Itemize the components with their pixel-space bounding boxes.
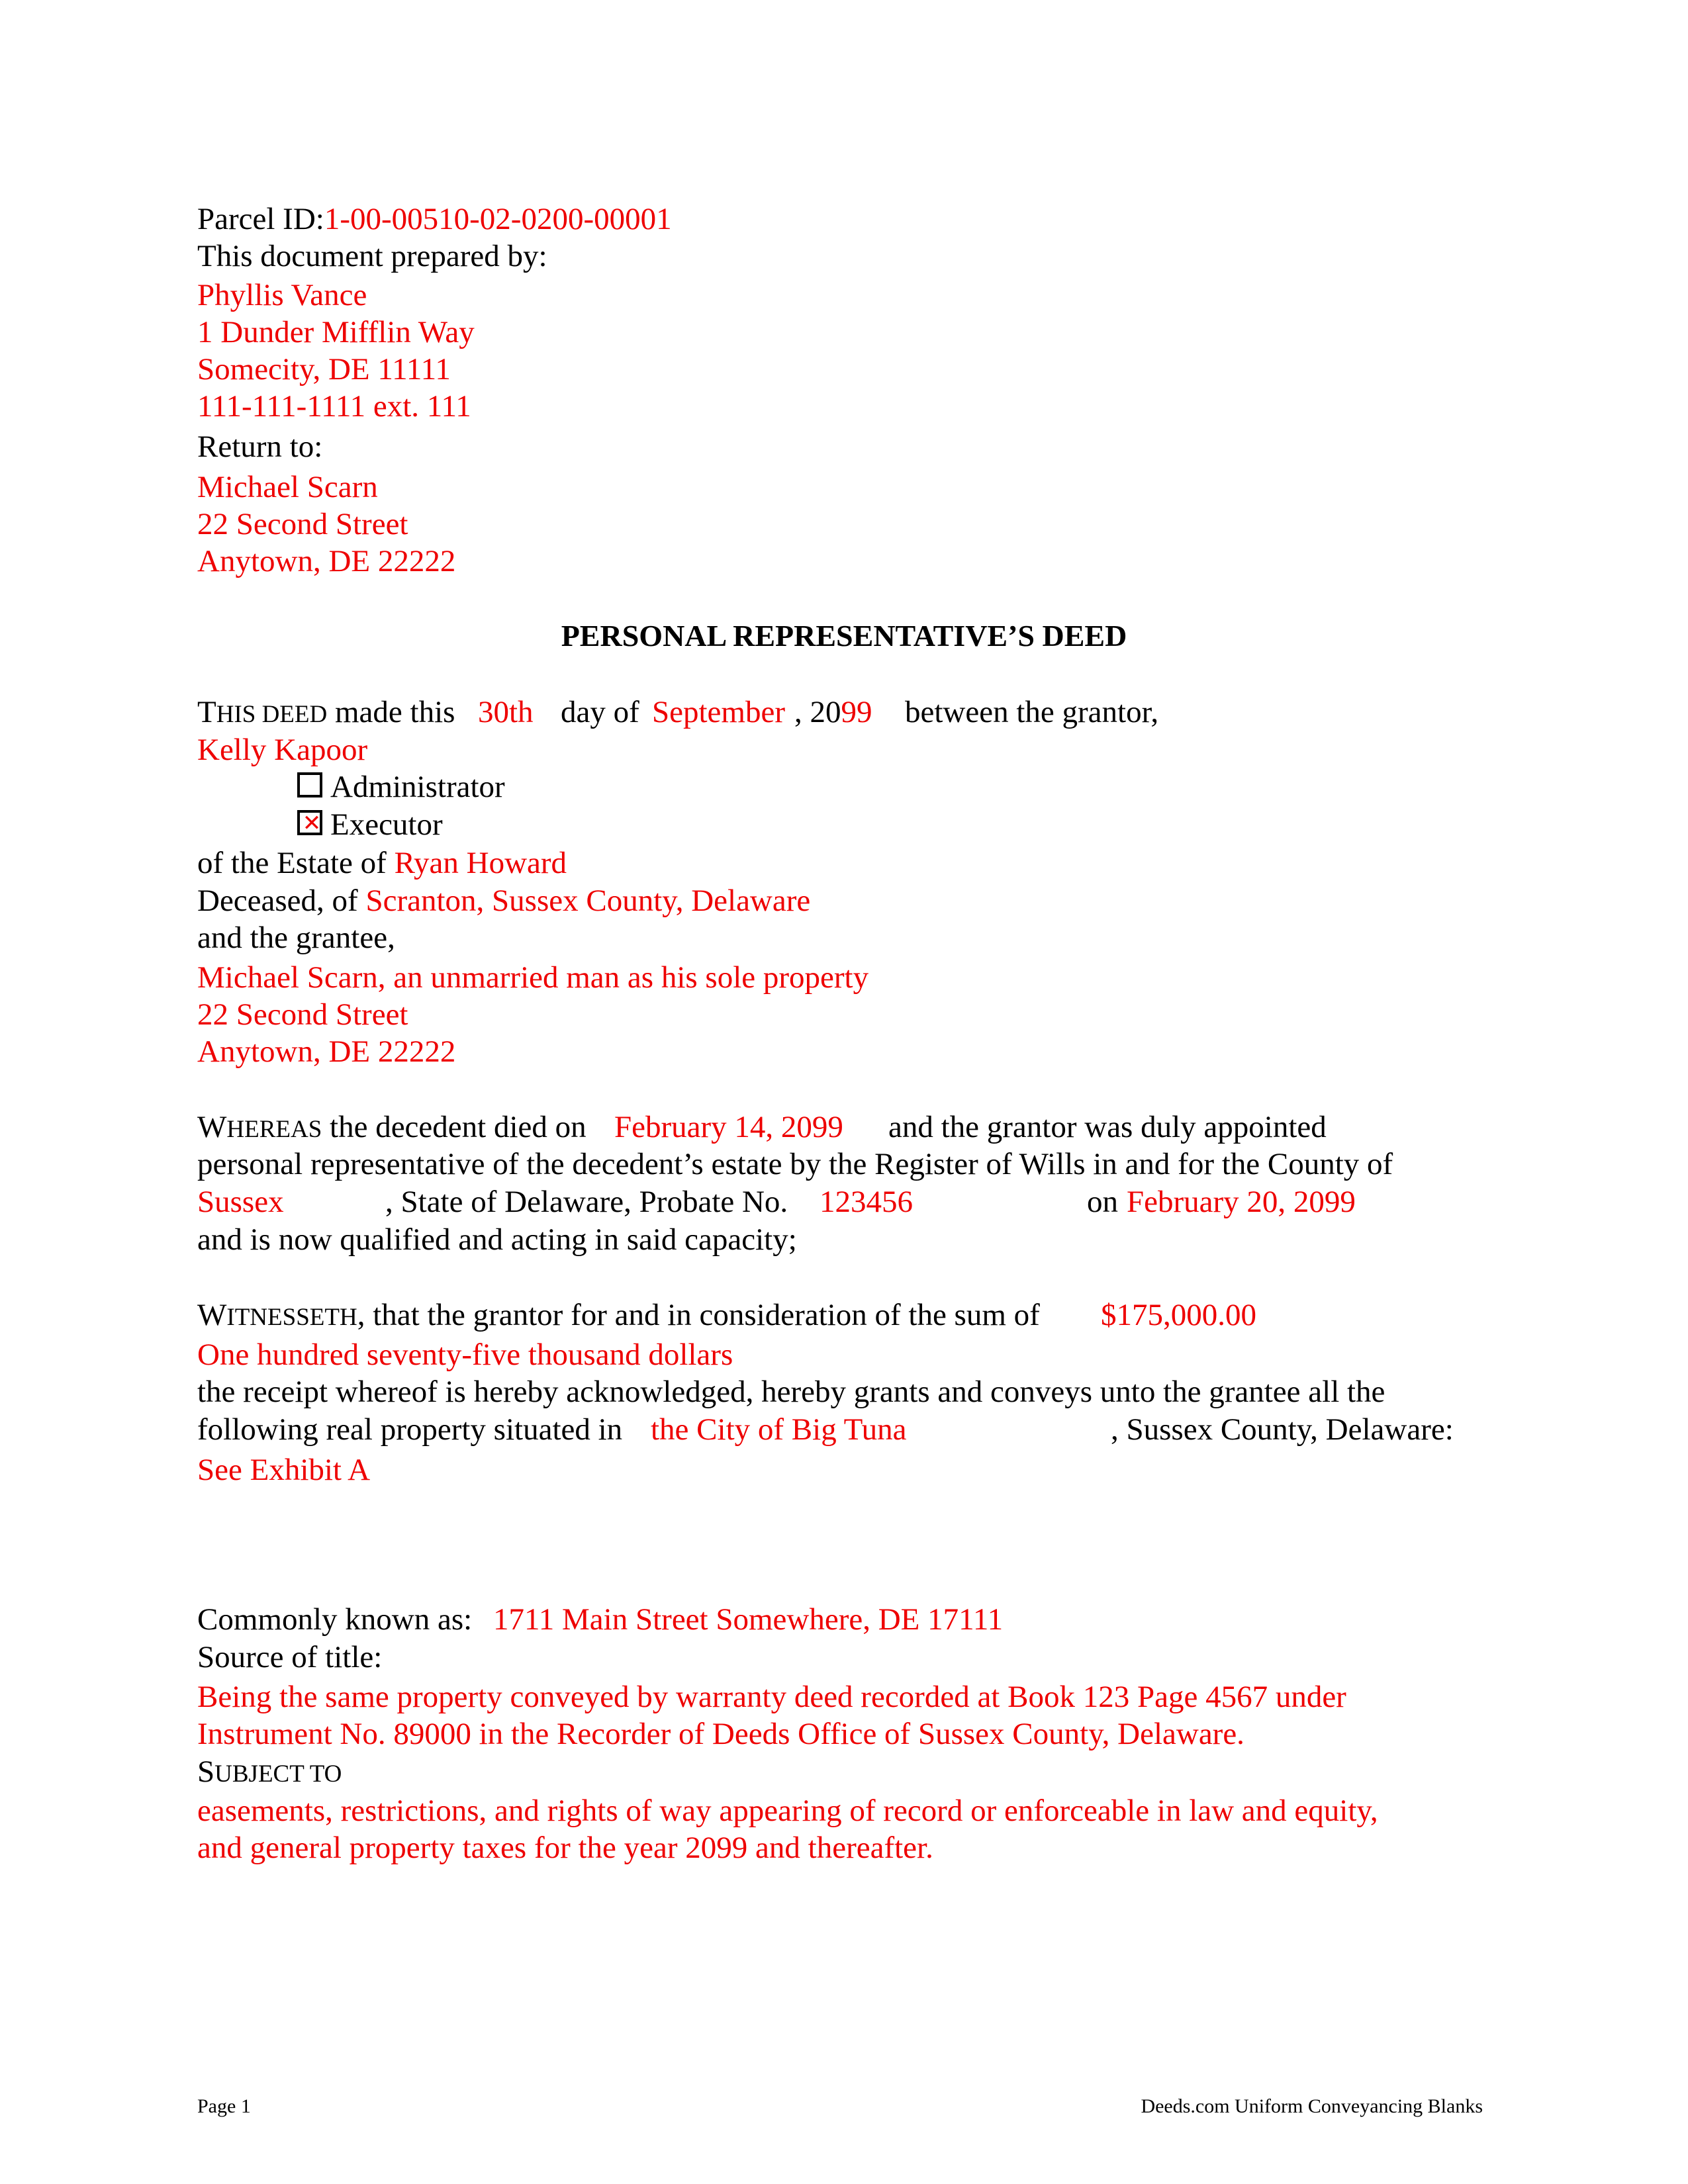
whereas-line4: and is now qualified and acting in said capacity; [197, 1222, 797, 1257]
preparer-address2[interactable]: Somecity, DE 11111 [197, 352, 451, 387]
subject-to-line2[interactable]: and general property taxes for the year 2099 and thereafter. [197, 1831, 933, 1865]
legal-description[interactable]: See Exhibit A [197, 1453, 371, 1487]
whereas-text1: the decedent died on [330, 1110, 586, 1144]
page-number: Page 1 [197, 2095, 251, 2117]
consideration-words[interactable]: One hundred seventy-five thousand dollars [197, 1338, 733, 1372]
return-to-address1[interactable]: 22 Second Street [197, 507, 408, 541]
subject-to-smallcaps: UBJECT TO [214, 1760, 342, 1788]
this-deed-smallcaps: HIS DEED [216, 701, 328, 728]
day-of-text: day of [561, 695, 639, 729]
deed-year-line [794, 697, 872, 728]
footer-brand: Deeds.com Uniform Conveyancing Blanks [1141, 2095, 1483, 2117]
preparer-phone[interactable]: 111-111-1111 ext. 111 [197, 389, 471, 424]
witnesseth-line4-prefix: following real property situated in [197, 1412, 623, 1447]
parcel-id-line [197, 204, 672, 235]
return-to-name[interactable]: Michael Scarn [197, 470, 378, 504]
estate-label: of the Estate of [197, 846, 387, 880]
whereas-line2: personal representative of the decedent’s estate by the Register of Wills in and for the County of [197, 1147, 1393, 1181]
deceased-line [197, 886, 810, 917]
executor-check-mark: ✕ [302, 810, 322, 837]
subject-to-label [197, 1756, 342, 1788]
prepared-by-label: This document prepared by: [197, 239, 547, 273]
parcel-id-value[interactable]: 1-00-00510-02-0200-00001 [324, 202, 672, 236]
appointment-date[interactable]: February 20, 2099 [1127, 1185, 1356, 1219]
deed-year[interactable]: 99 [841, 695, 872, 729]
deed-month[interactable]: September [652, 695, 785, 729]
property-location[interactable]: the City of Big Tuna [651, 1412, 907, 1447]
document-title: PERSONAL REPRESENTATIVE’S DEED [561, 619, 1127, 653]
administrator-label: Administrator [330, 770, 505, 804]
consideration-amount[interactable]: $175,000.00 [1101, 1298, 1256, 1332]
whereas-text3: , State of Delaware, Probate No. [385, 1185, 788, 1219]
grantor-name[interactable]: Kelly Kapoor [197, 733, 368, 767]
return-to-label: Return to: [197, 430, 323, 464]
whereas-text2: and the grantor was duly appointed [888, 1110, 1327, 1144]
witnesseth-line4-suffix: , Sussex County, Delaware: [1111, 1412, 1454, 1447]
executor-label: Executor [330, 807, 443, 842]
witnesseth-line1 [197, 1300, 1040, 1331]
estate-name[interactable]: Ryan Howard [394, 846, 567, 880]
known-as-label: Commonly known as: [197, 1602, 473, 1637]
parcel-id-label: Parcel ID: [197, 202, 324, 236]
deceased-label: Deceased, of [197, 884, 358, 918]
administrator-checkbox[interactable] [297, 772, 322, 797]
preparer-name[interactable]: Phyllis Vance [197, 278, 367, 312]
return-to-address2[interactable]: Anytown, DE 22222 [197, 544, 456, 578]
death-date[interactable]: February 14, 2099 [614, 1110, 843, 1144]
subject-to-line1[interactable]: easements, restrictions, and rights of way appearing of record or enforceable in law and equity, [197, 1794, 1378, 1828]
this-deed-cap: T [197, 695, 216, 729]
source-of-title-line2[interactable]: Instrument No. 89000 in the Recorder of Deeds Office of Sussex County, Delaware. [197, 1717, 1244, 1751]
grantee-address1[interactable]: 22 Second Street [197, 997, 408, 1032]
whereas-smallcaps: HEREAS [226, 1116, 322, 1143]
deceased-location[interactable]: Scranton, Sussex County, Delaware [365, 884, 811, 918]
estate-line [197, 848, 567, 879]
whereas-line1 [197, 1112, 586, 1143]
known-as-address[interactable]: 1711 Main Street Somewhere, DE 17111 [493, 1602, 1004, 1637]
witnesseth-line3: the receipt whereof is hereby acknowledged, hereby grants and conveys unto the grantee all the [197, 1375, 1385, 1409]
this-deed-line [197, 697, 455, 728]
witnesseth-text1: , that the grantor for and in consideration of the sum of [357, 1298, 1040, 1332]
source-of-title-label: Source of title: [197, 1640, 383, 1674]
executor-checkbox[interactable] [297, 810, 322, 835]
witnesseth-cap: W [197, 1298, 227, 1332]
subject-to-cap: S [197, 1754, 215, 1789]
probate-number[interactable]: 123456 [820, 1185, 913, 1219]
grantee-address2[interactable]: Anytown, DE 22222 [197, 1034, 456, 1069]
year-prefix: , 20 [794, 695, 841, 729]
whereas-text4: on [1087, 1185, 1118, 1219]
county-field[interactable]: Sussex [197, 1185, 284, 1219]
deed-day[interactable]: 30th [478, 695, 534, 729]
source-of-title-line1[interactable]: Being the same property conveyed by warranty deed recorded at Book 123 Page 4567 under [197, 1680, 1346, 1714]
grantee-label: and the grantee, [197, 921, 395, 955]
preparer-address1[interactable]: 1 Dunder Mifflin Way [197, 315, 475, 349]
between-grantor-text: between the grantor, [905, 695, 1159, 729]
grantee-name[interactable]: Michael Scarn, an unmarried man as his sole property [197, 960, 869, 995]
witnesseth-smallcaps: ITNESSETH [226, 1304, 357, 1331]
made-this-text: made this [334, 695, 455, 729]
whereas-cap: W [197, 1110, 227, 1144]
